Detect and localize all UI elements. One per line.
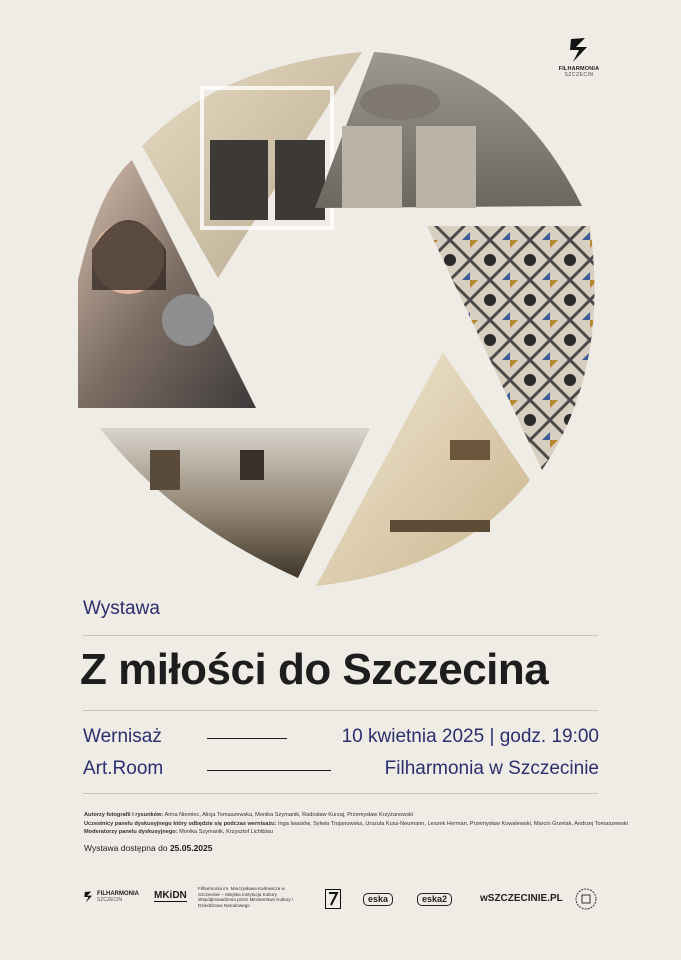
footer-brand-city: SZCZECIN: [97, 897, 122, 903]
filharmonia-logo-icon: [83, 890, 94, 904]
credits: [84, 811, 628, 837]
opening-label: Wernisaż: [83, 726, 162, 747]
mkidn-logo: MKiDN: [154, 890, 187, 901]
radio-logo-icon: [325, 889, 341, 909]
divider: [83, 710, 598, 711]
moderators-list: Monika Szymanik, Krzysztof Lichtblau: [179, 829, 274, 836]
museum-seal-icon: [575, 888, 597, 910]
separator-line: [207, 770, 331, 771]
venue-name: Filharmonia w Szczecinie: [384, 758, 599, 779]
authors-list: Anna Niemiec, Alicja Tomaszewska, Monika Szymanik, Radosław Kurzaj, Przemysław Krzyżanowski: [164, 812, 414, 818]
exhibition-kicker: Wystawa: [83, 598, 160, 619]
divider: [83, 635, 598, 636]
institution-text: Filharmonia im. Mieczysława Karłowicza w Szczecinie – Miejska Instytucja Kultury Współprowadzona przez Ministerstwo Kultury i Dziedzictwa Narodowego: [198, 886, 293, 908]
venue-label: Art.Room: [83, 758, 164, 779]
footer-brand-name: FILHARMONIA: [97, 891, 139, 897]
panel-list: Inga Iwasiów, Sylwia Trojanowska, Urszula Kusz-Neumann, Leszek Herman, Przemysław Kowalewski, Marcin Grzelak, Andrzej Tomaszewski: [277, 820, 628, 827]
page-title: Z miłości do Szczecina: [80, 645, 549, 694]
eska2-logo: eska2: [417, 893, 452, 906]
eska-logo: eska: [363, 893, 393, 906]
wszczecinie-logo: wSZCZECINIE.PL: [480, 893, 563, 904]
availability-date: 25.05.2025: [169, 843, 213, 853]
brand-city: SZCZECIN: [564, 72, 594, 78]
authors-label: Autorzy fotografii i rysunków:: [84, 812, 164, 818]
separator-line: [207, 738, 287, 739]
divider: [83, 793, 598, 794]
event-date-time: 10 kwietnia 2025 | godz. 19:00: [341, 726, 599, 747]
aperture-collage-image: [70, 40, 610, 590]
footer-filharmonia-logo: [83, 890, 139, 904]
panel-label: Uczestnicy panelu dyskusyjnego który odbędzie się podczas wernisażu:: [84, 820, 277, 827]
moderators-label: Moderatorzy panelu dyskusyjnego:: [84, 829, 178, 836]
availability: [84, 843, 212, 853]
availability-text: Wystawa dostępna do: [84, 843, 168, 853]
brand-name: FILHARMONIA: [558, 66, 600, 72]
